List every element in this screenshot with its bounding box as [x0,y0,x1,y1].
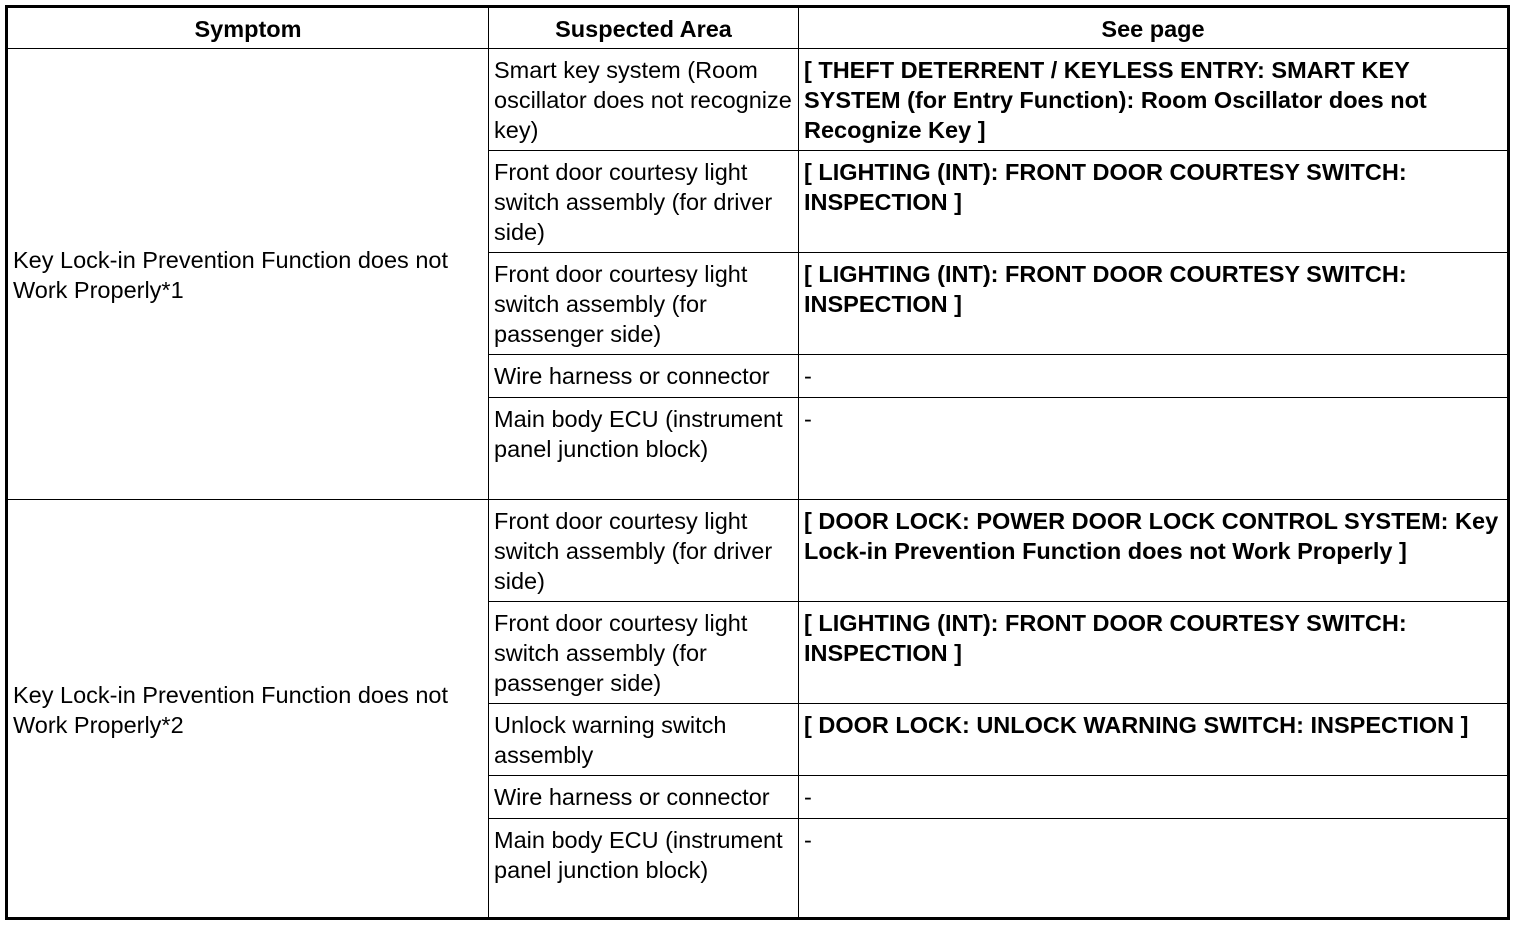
suspected-area-cell: Front door courtesy light switch assembly (for driver side) [489,500,799,602]
suspected-area-cell: Front door courtesy light switch assembly (for passenger side) [489,253,799,355]
symptom-cell: Key Lock-in Prevention Function does not Work Properly*1 [7,49,489,500]
see-page-link[interactable]: [ LIGHTING (INT): FRONT DOOR COURTESY SWITCH: INSPECTION ] [799,602,1509,704]
suspected-area-cell: Wire harness or connector [489,776,799,819]
header-symptom: Symptom [7,7,489,49]
see-page-cell: - [799,776,1509,819]
suspected-area-cell: Unlock warning switch assembly [489,704,799,776]
table-row [7,500,1509,602]
see-page-link[interactable]: [ DOOR LOCK: UNLOCK WARNING SWITCH: INSPECTION ] [799,704,1509,776]
see-page-cell: - [799,398,1509,500]
suspected-area-cell: Front door courtesy light switch assembly (for passenger side) [489,602,799,704]
suspected-area-cell: Main body ECU (instrument panel junction block) [489,398,799,500]
header-see-page: See page [799,7,1509,49]
symptom-cell: Key Lock-in Prevention Function does not Work Properly*2 [7,500,489,919]
see-page-cell: - [799,355,1509,398]
header-suspected-area: Suspected Area [489,7,799,49]
see-page-link[interactable]: [ LIGHTING (INT): FRONT DOOR COURTESY SWITCH: INSPECTION ] [799,151,1509,253]
suspected-area-cell: Smart key system (Room oscillator does not recognize key) [489,49,799,151]
header-row [7,7,1509,49]
see-page-cell: - [799,819,1509,919]
suspected-area-cell: Wire harness or connector [489,355,799,398]
suspected-area-cell: Front door courtesy light switch assembly (for driver side) [489,151,799,253]
table-row [7,49,1509,151]
see-page-link[interactable]: [ LIGHTING (INT): FRONT DOOR COURTESY SWITCH: INSPECTION ] [799,253,1509,355]
see-page-link[interactable]: [ THEFT DETERRENT / KEYLESS ENTRY: SMART KEY SYSTEM (for Entry Function): Room Oscillator does not Recognize Key ] [799,49,1509,151]
suspected-area-cell: Main body ECU (instrument panel junction block) [489,819,799,919]
troubleshooting-table [5,5,1510,920]
see-page-link[interactable]: [ DOOR LOCK: POWER DOOR LOCK CONTROL SYSTEM: Key Lock-in Prevention Function does not Work Properly ] [799,500,1509,602]
